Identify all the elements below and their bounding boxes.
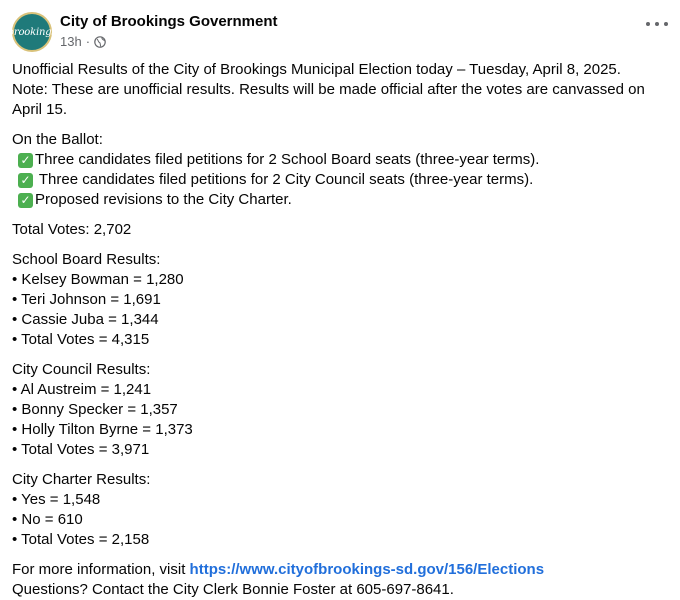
city-council-heading: City Council Results: xyxy=(12,361,151,378)
list-item: • Total Votes = 3,971 xyxy=(12,441,150,458)
more-dot-icon xyxy=(655,22,659,26)
ballot-item: Three candidates filed petitions for 2 City Council seats (three-year terms). xyxy=(35,171,534,188)
list-item: • Al Austreim = 1,241 xyxy=(12,381,152,398)
list-item: • No = 610 xyxy=(12,511,83,528)
check-mark-icon: ✓ xyxy=(18,193,33,208)
list-item: • Yes = 1,548 xyxy=(12,491,101,508)
separator-dot: · xyxy=(85,34,91,49)
list-item: • Cassie Juba = 1,344 xyxy=(12,311,159,328)
ballot-item: Three candidates filed petitions for 2 School Board seats (three-year terms). xyxy=(35,151,540,168)
list-item xyxy=(12,170,668,190)
post-time-link[interactable]: 13h xyxy=(60,34,82,49)
intro-line: Unofficial Results of the City of Brookings Municipal Election today – Tuesday, April 8, 2025. xyxy=(12,61,621,78)
list-item: • Teri Johnson = 1,691 xyxy=(12,291,161,308)
school-board-heading: School Board Results: xyxy=(12,251,161,268)
list-item: • Holly Tilton Byrne = 1,373 xyxy=(12,421,193,438)
post-body xyxy=(12,60,668,600)
more-options-button[interactable] xyxy=(646,16,668,32)
total-votes: Total Votes: 2,702 xyxy=(12,221,132,238)
intro-note: Note: These are unofficial results. Results will be made official after the votes are canvassed on April 15. xyxy=(12,81,645,118)
globe-icon[interactable] xyxy=(94,36,106,48)
page-name-link[interactable]: City of Brookings Government xyxy=(60,13,278,30)
list-item xyxy=(12,190,668,210)
list-item: • Kelsey Bowman = 1,280 xyxy=(12,271,184,288)
ballot-item: Proposed revisions to the City Charter. xyxy=(35,191,292,208)
check-mark-icon: ✓ xyxy=(18,153,33,168)
more-info-line xyxy=(12,560,668,580)
check-mark-icon: ✓ xyxy=(18,173,33,188)
avatar[interactable] xyxy=(7,12,57,52)
more-dot-icon xyxy=(646,22,650,26)
post-meta xyxy=(60,12,278,50)
avatar-logo-text: brookings xyxy=(7,26,57,38)
list-item: • Total Votes = 2,158 xyxy=(12,531,150,548)
list-item: • Total Votes = 4,315 xyxy=(12,331,150,348)
contact-line: Questions? Contact the City Clerk Bonnie Foster at 605-697-8641. xyxy=(12,581,454,598)
list-item xyxy=(12,150,668,170)
ballot-heading: On the Ballot: xyxy=(12,131,103,148)
elections-link[interactable]: https://www.cityofbrookings-sd.gov/156/Elections xyxy=(189,561,545,578)
city-charter-heading: City Charter Results: xyxy=(12,471,151,488)
more-dot-icon xyxy=(664,22,668,26)
more-info-prefix: For more information, visit xyxy=(12,561,190,578)
post-subline xyxy=(60,34,278,50)
post-header xyxy=(7,12,668,52)
list-item: • Bonny Specker = 1,357 xyxy=(12,401,178,418)
